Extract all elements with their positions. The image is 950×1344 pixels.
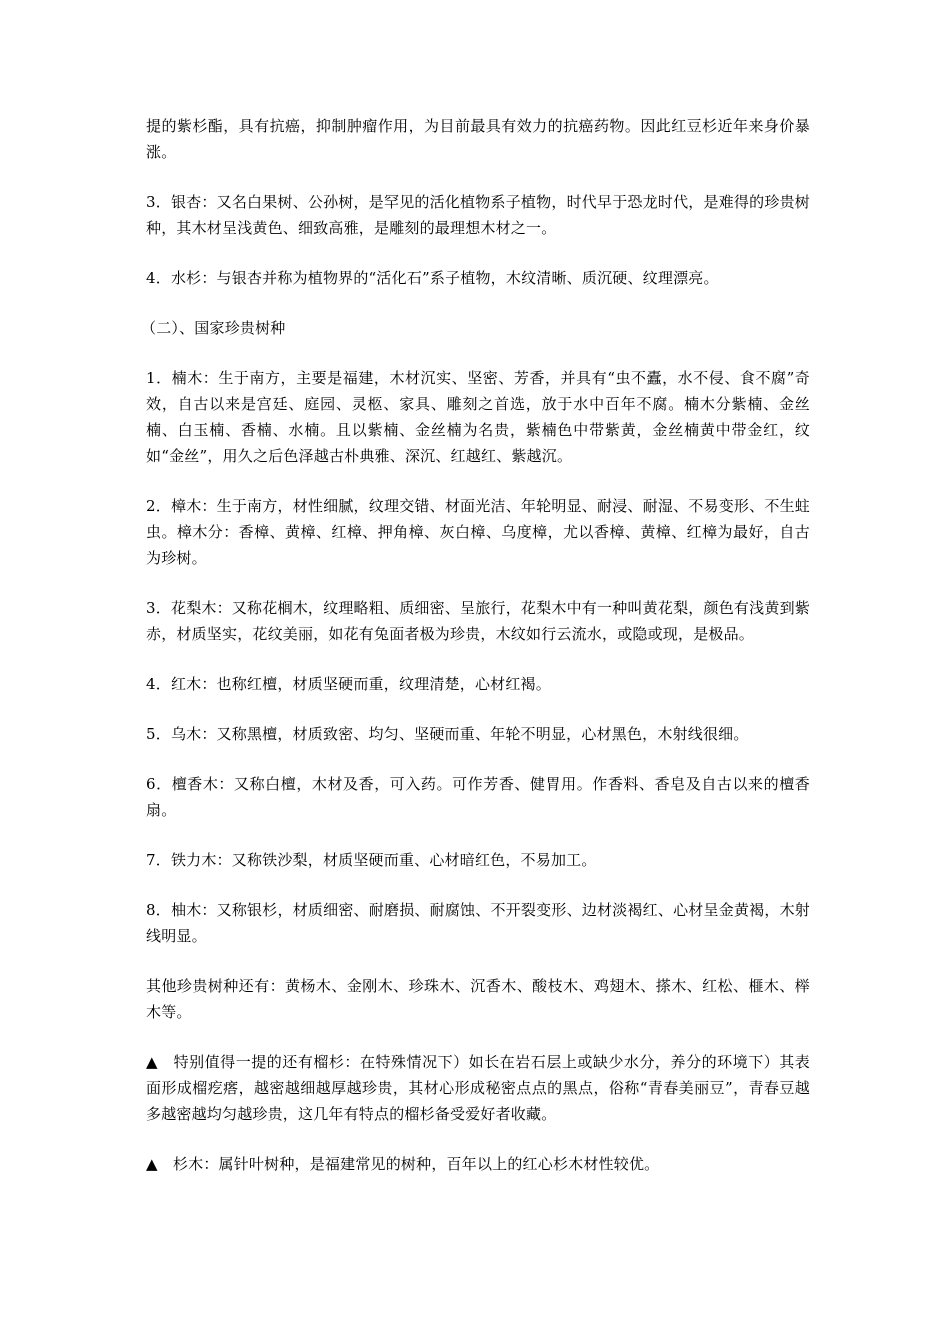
- paragraph-camphor: 2．樟木：生于南方，材性细腻，纹理交错、材面光洁、年轮明显、耐浸、耐湿、不易变形、不生蛀虫。樟木分：香樟、黄樟、红樟、押角樟、灰白樟、乌度樟，尤以香樟、黄樟、红樟为最好，自古为珍树。: [146, 497, 810, 567]
- paragraph-burl-fir: ▲ 特别值得一提的还有榴杉：在特殊情况下）如长在岩石层上或缺少水分，养分的环境下）其表面形成榴疙瘩，越密越细越厚越珍贵，其材心形成秘密点点的黑点，俗称“青春美丽豆”，青春豆越多越密越均匀越珍贵，这几年有特点的榴杉备受爱好者收藏。: [146, 1053, 810, 1123]
- section-heading-national-precious-trees: （二）、国家珍贵树种: [141, 319, 286, 337]
- paragraph-rosewood: 3．花梨木：又称花榈木，纹理略粗、质细密、呈旅行，花梨木中有一种叫黄花梨，颜色有浅黄到紫赤，材质坚实，花纹美丽，如花有兔面者极为珍贵，木纹如行云流水，或隐或现，是极品。: [146, 599, 810, 643]
- paragraph-redwood: 4．红木：也称红檀，材质坚硬而重，纹理清楚，心材红褐。: [146, 675, 551, 693]
- paragraph-nanmu: 1．楠木：生于南方，主要是福建，木材沉实、坚密、芳香，并具有“虫不蠹，水不侵、食不腐”奇效，自古以来是宫廷、庭园、灵柩、家具、雕刻之首选，放于水中百年不腐。楠木分紫楠、金丝楠、白玉楠、香楠、水楠。且以紫楠、金丝楠为名贵，紫楠色中带紫黄，金丝楠黄中带金红，纹如“金丝”，用久之后色泽越古朴典雅、深沉、红越红、紫越沉。: [146, 369, 810, 465]
- paragraph-ebony: 5．乌木：又称黑檀，材质致密、均匀、坚硬而重、年轮不明显，心材黑色，木射线很细。: [146, 725, 749, 743]
- paragraph-ironwood: 7．铁力木：又称铁沙梨，材质坚硬而重、心材暗红色，不易加工。: [146, 851, 597, 869]
- paragraph-chinese-fir: ▲ 杉木：属针叶树种，是福建常见的树种，百年以上的红心杉木材性较优。: [146, 1155, 660, 1173]
- document-body: [141, 113, 810, 1201]
- paragraph-yew-continuation: 提的紫杉酯，具有抗癌，抑制肿瘤作用，为目前最具有效力的抗癌药物。因此红豆杉近年来身价暴涨。: [146, 117, 810, 161]
- paragraph-dawn-redwood: 4．水杉：与银杏并称为植物界的“活化石”系子植物，木纹清晰、质沉硬、纹理漂亮。: [146, 269, 719, 287]
- paragraph-teak: 8．柚木：又称银杉，材质细密、耐磨损、耐腐蚀、不开裂变形、边材淡褐红、心材呈金黄褐，木射线明显。: [146, 901, 810, 945]
- paragraph-other-precious-trees: 其他珍贵树种还有：黄杨木、金刚木、珍珠木、沉香木、酸枝木、鸡翅木、搽木、红松、榧木、榉木等。: [146, 977, 810, 1021]
- paragraph-sandalwood: 6．檀香木：又称白檀，木材及香，可入药。可作芳香、健胃用。作香料、香皂及自古以来的檀香扇。: [146, 775, 810, 819]
- paragraph-ginkgo: 3．银杏：又名白果树、公孙树，是罕见的活化植物系子植物，时代早于恐龙时代，是难得的珍贵树种，其木材呈浅黄色、细致高雅，是雕刻的最理想木材之一。: [146, 193, 810, 237]
